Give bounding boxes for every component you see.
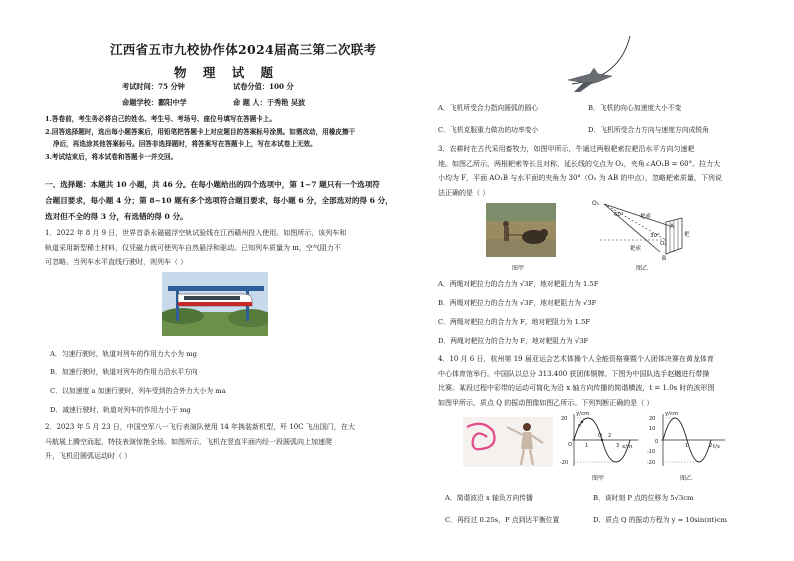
q4-g2-ytick: -20 [647,460,656,466]
q3-label-rope2: 耙索 [630,246,642,252]
q3-label-o1: O₁ [592,200,600,207]
q4-g1-p: P [578,424,582,430]
q1-maglev-photo [162,272,268,336]
q4-g2-ytick: -10 [647,449,656,455]
q1-option-d[interactable]: D．减速行驶时，轨道对列车的作用力小于 mg [50,406,191,414]
q3-option-a[interactable]: A．两绳对耙拉力的合力为 √3F，地对耙阻力为 1.5F [438,280,599,288]
q1-line: 可忽略。当列车水平直线行驶时，则列车（ ） [45,258,188,266]
q4-option-a[interactable]: A．简谐波沿 x 轴负方向传播 [445,494,533,502]
q4-line: 4．10 月 6 日，杭州第 19 届亚运会艺术体操个人全能资格赛暨个人团体决赛在黄龙体育 [438,355,714,363]
q4-g1-origin: O [568,442,572,448]
q4-line: 中心体育馆举行。中国队以总分 313.400 获团体铜牌。下图为中国队选手赵樾进行带操 [438,369,710,378]
q3-ox-photo [486,203,556,257]
q4-option-c[interactable]: C．再经过 0.25s，P 点到达平衡位置 [445,516,560,524]
q1-option-b[interactable]: B．加速行驶时，轨道对列车的作用力沿水平方向 [50,368,198,376]
q4-line: 比赛。某段过程中彩带的运动可简化为沿 x 轴方向传播的简谐横波，t = 1.0s 时的波形图 [438,384,715,392]
exam-title: 江西省五市九校协作体2024届高三第二次联考 [110,42,377,57]
section-line: 合题目要求，每小题 4 分；第 8~10 题有多个选项符合题目要求，每小题 6 分，全部选对的得 6 分， [45,196,393,205]
exam-score: 试卷分值：100 分 [233,82,294,91]
notice-line: 1.答卷前，考生务必将自己的姓名、考生号、考场号、座位号填写在答题卡上。 [45,115,277,123]
q4-stem [438,352,783,410]
q4-line: 如图甲所示，质点 Q 的振动图像如图乙所示。下列判断正确的是（ ） [438,398,654,407]
q2-option-d[interactable]: D．飞机所受合力方向与速度方向成锐角 [588,126,709,134]
q4-g1-ylabel: y/cm [576,411,590,417]
section-line: 选对但不全的得 3 分，有选错的得 0 分。 [45,212,188,221]
q3-line: 3．农耕时在古代采用畜牧力，如图甲所示，牛通过两根耙索拉耙沿水平方向匀速耙 [438,145,695,153]
q3-option-c[interactable]: C．两绳对耙拉力的合力为 F，地对耙阻力为 1.5F [438,318,591,326]
q3-option-b[interactable]: B．两绳对耙拉力的合力为 √3F，地对耙阻力为 √3F [438,299,597,307]
q4-wave-graph [560,410,642,470]
q4-fig-label-a: 图甲 [592,475,605,482]
q3-label-30: 30° [650,233,660,239]
section-heading [45,177,405,225]
q4-g1-xtick: 3 [616,443,620,449]
q2-line: 升，飞机沿圆弧运动时（ ） [45,452,132,460]
notice-line: 净后，再选涂其他答案标号。回答非选择题时，将答案写在答题卡上，写在本试卷上无效。 [53,140,317,148]
q4-gymnast-photo [463,417,553,467]
q2-line: 2．2023 年 5 月 23 日，中国空军八一飞行表演队使用 14 年换装新机型，歼 10C 飞出国门，在大 [45,423,355,431]
q2-option-c[interactable]: C．飞机克服重力做功的功率变小 [438,126,539,134]
q4-option-b[interactable]: B．该时刻 P 点的位移为 5√3cm [593,494,694,502]
q4-g1-q: Q [598,433,602,439]
q3-label-o2: O₂ [660,241,667,247]
q3-label-rope1: 耙索 [640,214,652,220]
notice-line: 2.回答选择题时，选出每小题答案后，用铅笔把答题卡上对应题目的答案标号涂黑。如需改动，用橡皮擦干 [45,127,356,136]
q1-line: 轨道采用新型稀土材料，仅凭磁力就可使列车自然悬浮和驱动。已知列车质量为 m，空气阻力不 [45,243,341,252]
q4-g2-ytick: 20 [649,416,656,422]
q2-option-a[interactable]: A．飞机所受合力指向圆弧的圆心 [438,104,539,112]
q1-option-c[interactable]: C．以加速度 a 加速行驶时，列车受到的合外力大小为 ma [50,387,226,395]
q4-fig-label-b: 图乙 [680,475,693,482]
q1-stem [45,226,405,270]
q4-g2-xlabel: t/s [713,444,720,450]
q3-fig-label-b: 图乙 [636,265,649,272]
q3-fig-label-a: 图甲 [512,265,525,272]
subject-title: 物 理 试 题 [174,65,280,80]
q4-g1-ytick: 20 [561,416,568,422]
q3-option-d[interactable]: D．两绳对耙拉力的合力为 F，地对耙阻力为 √3F [438,337,589,345]
q1-option-a[interactable]: A．匀速行驶时，轨道对列车的作用力大小为 mg [50,350,198,358]
q3-label-rake: 耙 [684,232,690,238]
q4-g2-xtick: 1 [685,443,689,449]
q4-g2-ytick: 10 [649,426,656,432]
q4-g2-xtick: 2 [709,443,713,449]
exam-school: 命题学校：鄱阳中学 [122,98,187,107]
q3-line: 小均为 F，平面 AO₁B 与水平面的夹角为 30°（O₂ 为 AB 的中点），忽略耙索质量，下列说 [438,174,722,182]
section-line: 一、选择题：本题共 10 小题，共 46 分。在每小题给出的四个选项中，第 1~7 题只有一个选项符 [45,180,380,189]
q4-vibration-graph [645,410,727,470]
q3-stem [438,142,783,200]
q4-g2-ylabel: y/cm [665,411,679,417]
q3-label-b: B [662,255,667,262]
notices [45,113,400,163]
q2-stem [45,420,405,464]
exam-author: 命 题 人：于秀艳 吴波 [233,98,306,107]
q4-option-d[interactable]: D．质点 Q 的振动方程为 y = 10sin(πt)cm [593,516,727,524]
q3-line: 法正确的是（ ） [438,188,490,197]
q2-option-b[interactable]: B．飞机的向心加速度大小不变 [588,104,682,112]
q2-line: 马航展上腾空而起，特技表演惊艳全场。如图所示，飞机在竖直平面内经一段圆弧向上加速爬 [45,437,332,446]
q3-rope-diagram [590,196,700,266]
q4-g1-xtick: 2 [608,433,612,439]
q1-line: 1．2022 年 8 月 9 日，世界首条永磁磁浮空轨试验线在江西赣州投入使用。如图所示，该列车和 [45,229,347,237]
q3-line: 地。如图乙所示，两根耙索等长且对称，延长线的交点为 O₁，夹角∠AO₁B = 60°。拉力大 [438,159,721,168]
notice-line: 3.考试结束后，将本试卷和答题卡一并交回。 [45,152,178,161]
q3-label-a: A [670,223,675,230]
exam-time: 考试时间：75 分钟 [122,82,185,91]
q4-g2-ytick: 0 [655,439,659,445]
q4-g1-ytick: -20 [560,460,569,466]
q4-g1-xtick: 1 [585,443,589,449]
q2-jet-figure [560,22,650,102]
q3-label-60: 60° [614,212,624,218]
q4-g1-xlabel: x/m [622,444,633,450]
